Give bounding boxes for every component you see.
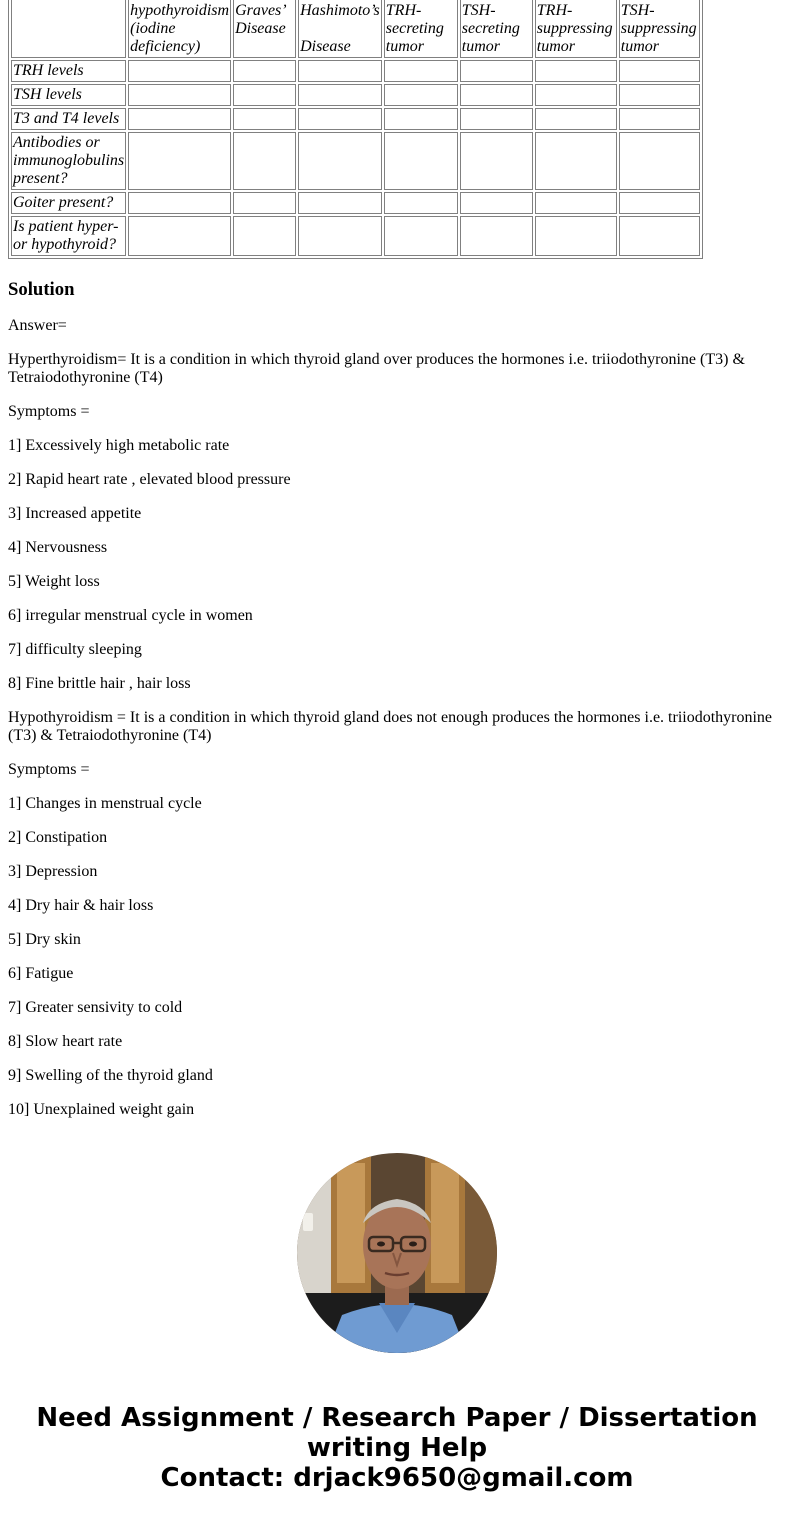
header-cell — [535, 0, 617, 58]
table-cell — [619, 108, 700, 130]
table-cell — [298, 216, 382, 256]
header-label: Graves’ Disease — [235, 2, 286, 37]
table-cell — [384, 84, 458, 106]
row-label: Antibodies or immunoglobulins present? — [11, 132, 126, 190]
symptom-item: 5] Weight loss — [8, 573, 100, 590]
table-cell — [384, 216, 458, 256]
table-cell — [128, 60, 231, 82]
symptom-item: 8] Slow heart rate — [8, 1033, 123, 1050]
contact-line: Contact: drjack9650@gmail.com — [160, 1463, 634, 1493]
hypothyroidism-definition: Hypothyroidism = It is a condition in which thyroid gland does not enough produces the hormones i.e. triiodothyronine (T3) & Tetraiodothyronine (T4) — [8, 709, 773, 744]
symptom-item: 7] Greater sensivity to cold — [8, 999, 183, 1016]
header-cell — [298, 0, 382, 58]
table-cell — [460, 192, 533, 214]
table-cell — [535, 84, 617, 106]
table-cell — [233, 216, 296, 256]
row-label: Goiter present? — [11, 192, 126, 214]
symptom-item: 1] Excessively high metabolic rate — [8, 437, 230, 454]
header-cell — [460, 0, 533, 58]
table-cell — [298, 84, 382, 106]
symptom-item: 2] Rapid heart rate , elevated blood pressure — [8, 471, 291, 488]
symptom-item: 2] Constipation — [8, 829, 108, 846]
table-cell — [233, 192, 296, 214]
hyperthyroidism-definition: Hyperthyroidism= It is a condition in which thyroid gland over produces the hormones i.e. triiodothyronine (T3) & Tetraiodothyronine (T4) — [8, 351, 745, 386]
table-cell — [619, 84, 700, 106]
author-photo — [297, 1153, 497, 1353]
table-cell — [233, 84, 296, 106]
header-cell — [619, 0, 700, 58]
table-cell — [619, 216, 700, 256]
table-cell — [460, 216, 533, 256]
table-cell — [619, 192, 700, 214]
table-row — [11, 132, 700, 190]
table-row — [11, 84, 700, 106]
table-cell — [535, 60, 617, 82]
table-cell — [535, 192, 617, 214]
table-cell — [128, 192, 231, 214]
table-cell — [535, 216, 617, 256]
table-cell — [619, 60, 700, 82]
row-label: Is patient hyper- or hypothyroid? — [11, 216, 126, 256]
table-cell — [128, 108, 231, 130]
table-cell — [233, 132, 296, 190]
header-cell — [233, 0, 296, 58]
header-cell — [128, 0, 231, 58]
table-cell — [233, 108, 296, 130]
table-cell — [460, 60, 533, 82]
header-cell — [384, 0, 458, 58]
header-label: TRH-suppressing tumor — [536, 2, 613, 55]
header-label: TSH-suppressing tumor — [620, 2, 697, 55]
table-cell — [460, 84, 533, 106]
symptom-item: 4] Nervousness — [8, 539, 108, 556]
symptom-item: 6] irregular menstrual cycle in women — [8, 607, 253, 624]
table-row — [11, 192, 700, 214]
page-content — [8, 0, 786, 1119]
table-row — [11, 60, 700, 82]
table-cell — [128, 132, 231, 190]
symptom-item: 5] Dry skin — [8, 931, 81, 948]
table-row — [11, 108, 700, 130]
symptom-item: 6] Fatigue — [8, 965, 74, 982]
table-cell — [460, 132, 533, 190]
row-label: TSH levels — [11, 84, 126, 106]
header-label: TRH-secreting tumor — [385, 2, 444, 55]
symptom-item: 3] Increased appetite — [8, 505, 142, 522]
symptom-item: 3] Depression — [8, 863, 98, 880]
table-cell — [384, 60, 458, 82]
table-cell — [233, 60, 296, 82]
answer-label: Answer= — [8, 317, 67, 334]
header-label: Hashimoto’s — [300, 2, 380, 19]
footer-line: Need Assignment / Research Paper / Dissertation — [36, 1403, 758, 1433]
table-cell — [128, 216, 231, 256]
table-cell — [298, 108, 382, 130]
footer-banner — [0, 1403, 794, 1493]
symptom-item: 1] Changes in menstrual cycle — [8, 795, 202, 812]
table-header-row — [11, 0, 700, 58]
table-cell — [460, 108, 533, 130]
header-label: Disease — [300, 38, 351, 55]
header-empty-cell — [11, 0, 126, 58]
table-cell — [384, 192, 458, 214]
table-cell — [535, 132, 617, 190]
table-row — [11, 216, 700, 256]
symptom-item: 8] Fine brittle hair , hair loss — [8, 675, 191, 692]
table-cell — [128, 84, 231, 106]
thyroid-comparison-table — [8, 0, 703, 259]
table-cell — [619, 132, 700, 190]
table-cell — [535, 108, 617, 130]
symptom-item: 9] Swelling of the thyroid gland — [8, 1067, 213, 1084]
symptom-item: 7] difficulty sleeping — [8, 641, 142, 658]
row-label: T3 and T4 levels — [11, 108, 126, 130]
row-label: TRH levels — [11, 60, 126, 82]
table-cell — [384, 132, 458, 190]
footer-line: writing Help — [306, 1433, 488, 1463]
symptoms-label: Symptoms = — [8, 403, 90, 420]
table-cell — [298, 132, 382, 190]
table-cell — [384, 108, 458, 130]
symptoms-label: Symptoms = — [8, 761, 90, 778]
header-label: TSH-secreting tumor — [461, 2, 520, 55]
table-cell — [298, 60, 382, 82]
solution-heading: Solution — [8, 279, 75, 300]
symptom-item: 10] Unexplained weight gain — [8, 1101, 195, 1118]
symptom-item: 4] Dry hair & hair loss — [8, 897, 154, 914]
portrait-image — [297, 1153, 497, 1353]
header-label: hypothyroidism (iodine deficiency) — [130, 2, 230, 55]
table-cell — [298, 192, 382, 214]
